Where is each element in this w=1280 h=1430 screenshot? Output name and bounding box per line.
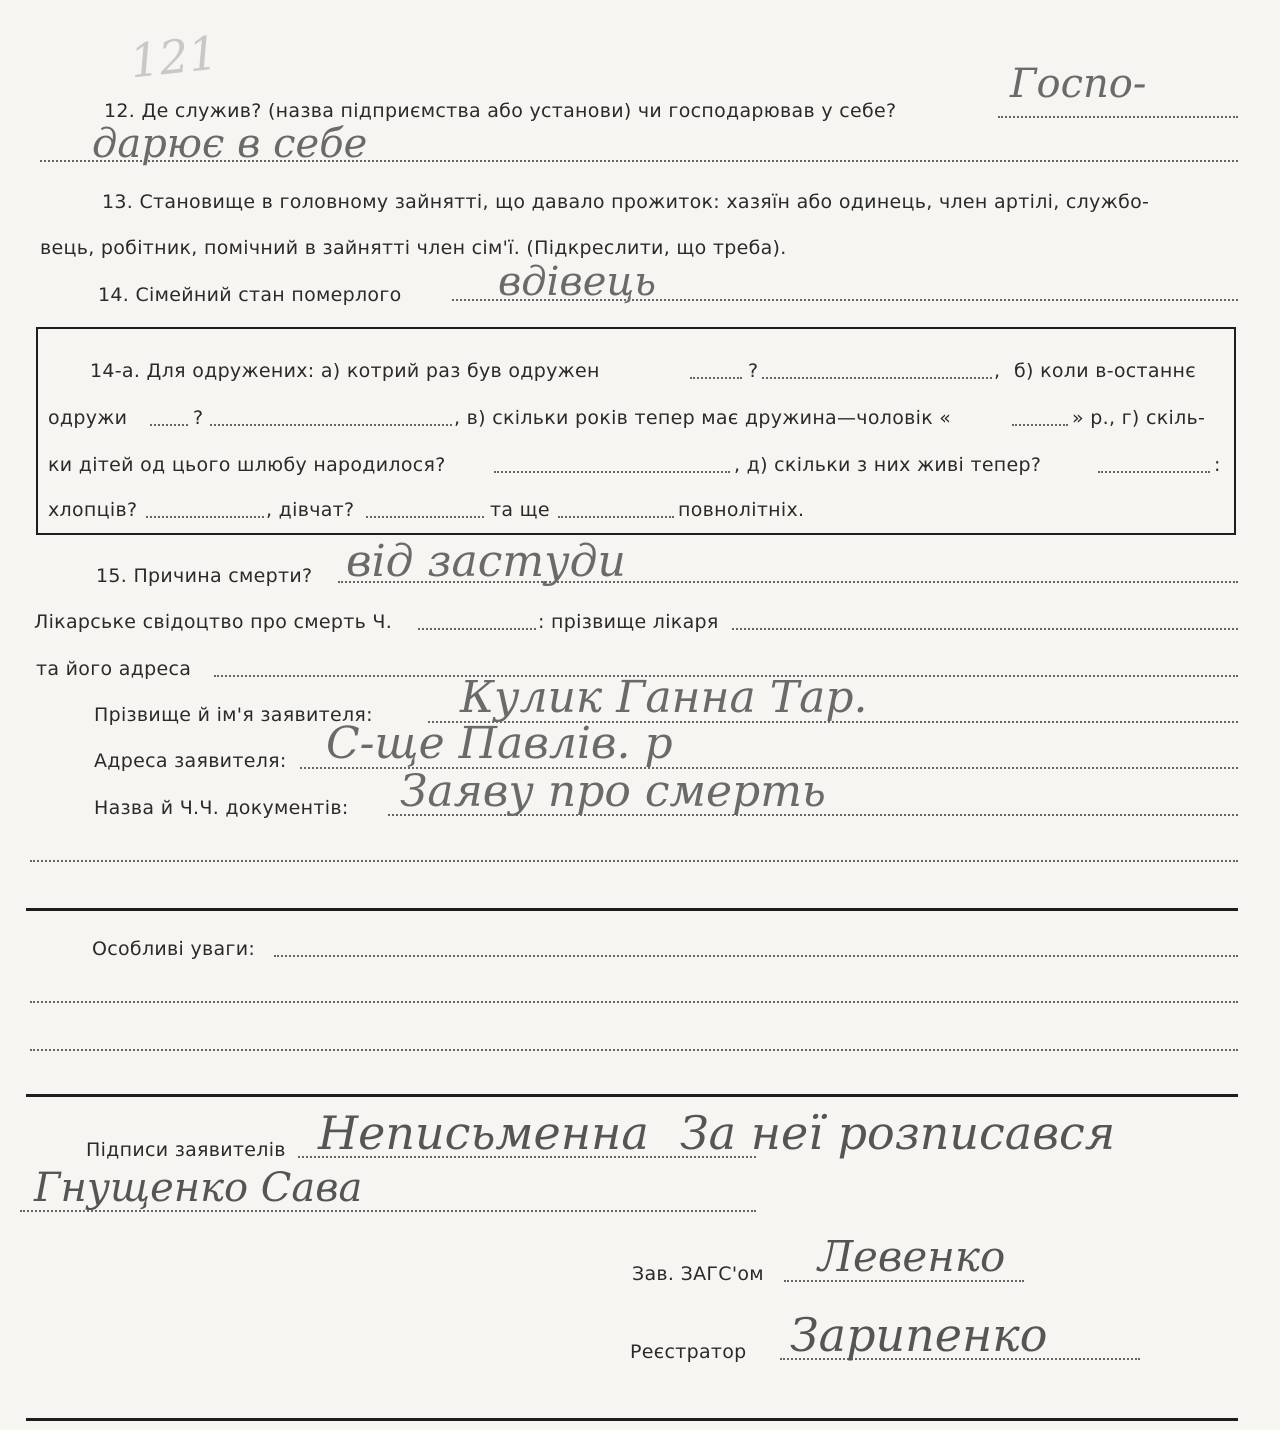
applicant-extra-line	[30, 860, 1238, 862]
q13-line-1: 13. Становище в головному зайнятті, що давало прожиток: хазяїн або одинець, член артілі, службо-	[102, 191, 1150, 213]
remarks-line-1	[274, 955, 1238, 957]
q14a-line2-b: , в) скільки років тепер має дружина—чоловік «	[454, 407, 952, 429]
q14a-line2-dots-2	[210, 424, 452, 426]
q12-answer-1: Госпо-	[1010, 61, 1147, 107]
q14a-line2-c: » р., г) скіль-	[1072, 407, 1206, 429]
certificate-number-line	[418, 628, 536, 630]
remarks-line-2	[30, 1001, 1238, 1003]
q13-line-2: вець, робітник, помічний в зайнятті член сім'ї. (Підкреслити, що треба).	[40, 237, 787, 259]
q15-answer: від застуди	[346, 536, 626, 587]
q14a-line2-q: ?	[193, 407, 204, 429]
bottom-rule	[26, 1418, 1238, 1421]
signature-3: Гнущенко Сава	[34, 1165, 363, 1211]
q14a-line1-a: 14-а. Для одружених: а) котрий раз був одружен	[90, 360, 600, 382]
signature-1: Неписьменна	[318, 1106, 649, 1160]
q14a-line1-dots-2	[762, 377, 992, 379]
q14a-line3-c: :	[1214, 454, 1221, 476]
applicant-name-value: Кулик Ганна Тар.	[460, 672, 868, 723]
q14a-line4-d: повнолітніх.	[678, 499, 805, 521]
section-divider-1	[26, 908, 1238, 911]
q14a-line4-dots-2	[366, 516, 484, 518]
q14a-line4-a: хлопців?	[48, 499, 138, 521]
doctor-name-line	[732, 628, 1238, 630]
q14a-line2-a: одружи	[48, 407, 128, 429]
applicant-docs-label: Назва й Ч.Ч. документів:	[94, 797, 349, 819]
q15-label: 15. Причина смерти?	[96, 565, 313, 587]
q14a-line1-b: б) коли в-останнє	[1014, 360, 1197, 382]
registrar-label: Реєстратор	[630, 1341, 747, 1363]
signature-2: За неї розписався	[680, 1106, 1116, 1160]
remarks-line-3	[30, 1049, 1238, 1051]
q14a-line2-dots-1	[150, 424, 188, 426]
q14a-line1-dots-1	[690, 377, 742, 379]
corner-number: 121	[127, 25, 221, 89]
q14a-line3-dots-2	[1098, 471, 1210, 473]
signatures-label: Підписи заявителів	[86, 1139, 286, 1161]
q14a-line1-q: ?	[748, 360, 759, 382]
registrar-signature: Зарипенко	[790, 1308, 1048, 1362]
zags-head-label: Зав. ЗАГС'ом	[632, 1263, 764, 1285]
applicant-address-label: Адреса заявителя:	[94, 750, 287, 772]
married-info-box	[36, 327, 1236, 535]
q14a-line2-dots-3	[1012, 424, 1068, 426]
applicant-docs-value: Заяву про смерть	[400, 766, 826, 817]
section-divider-2	[26, 1094, 1238, 1097]
q12-answer-2: дарює в себе	[92, 121, 368, 167]
q14a-line3-a: ки дітей од цього шлюбу народилося?	[48, 454, 446, 476]
zags-head-signature: Левенко	[818, 1232, 1006, 1281]
q12-line-1	[998, 116, 1238, 118]
q14a-line4-dots-1	[146, 516, 264, 518]
q14a-line3-dots-1	[494, 471, 730, 473]
q12-label: 12. Де служив? (назва підприємства або установи) чи господарював у себе?	[104, 100, 897, 122]
q14a-line4-c: та ще	[490, 499, 550, 521]
certificate-label-c: та його адреса	[36, 658, 192, 680]
q14-answer: вдівець	[498, 259, 657, 305]
q14a-line4-b: , дівчат?	[266, 499, 355, 521]
q14a-line4-dots-3	[558, 516, 674, 518]
q14-label: 14. Сімейний стан померлого	[98, 284, 402, 306]
q14a-line1-comma: ,	[994, 360, 1001, 382]
q14a-line3-b: , д) скільки з них живі тепер?	[734, 454, 1042, 476]
certificate-label-a: Лікарське свідоцтво про смерть Ч.	[34, 611, 393, 633]
certificate-label-b: : прізвище лікаря	[538, 611, 719, 633]
applicant-address-value: С-ще Павлів. р	[326, 718, 673, 769]
applicant-name-label: Прізвище й ім'я заявителя:	[94, 704, 373, 726]
remarks-label: Особливі уваги:	[92, 938, 256, 960]
